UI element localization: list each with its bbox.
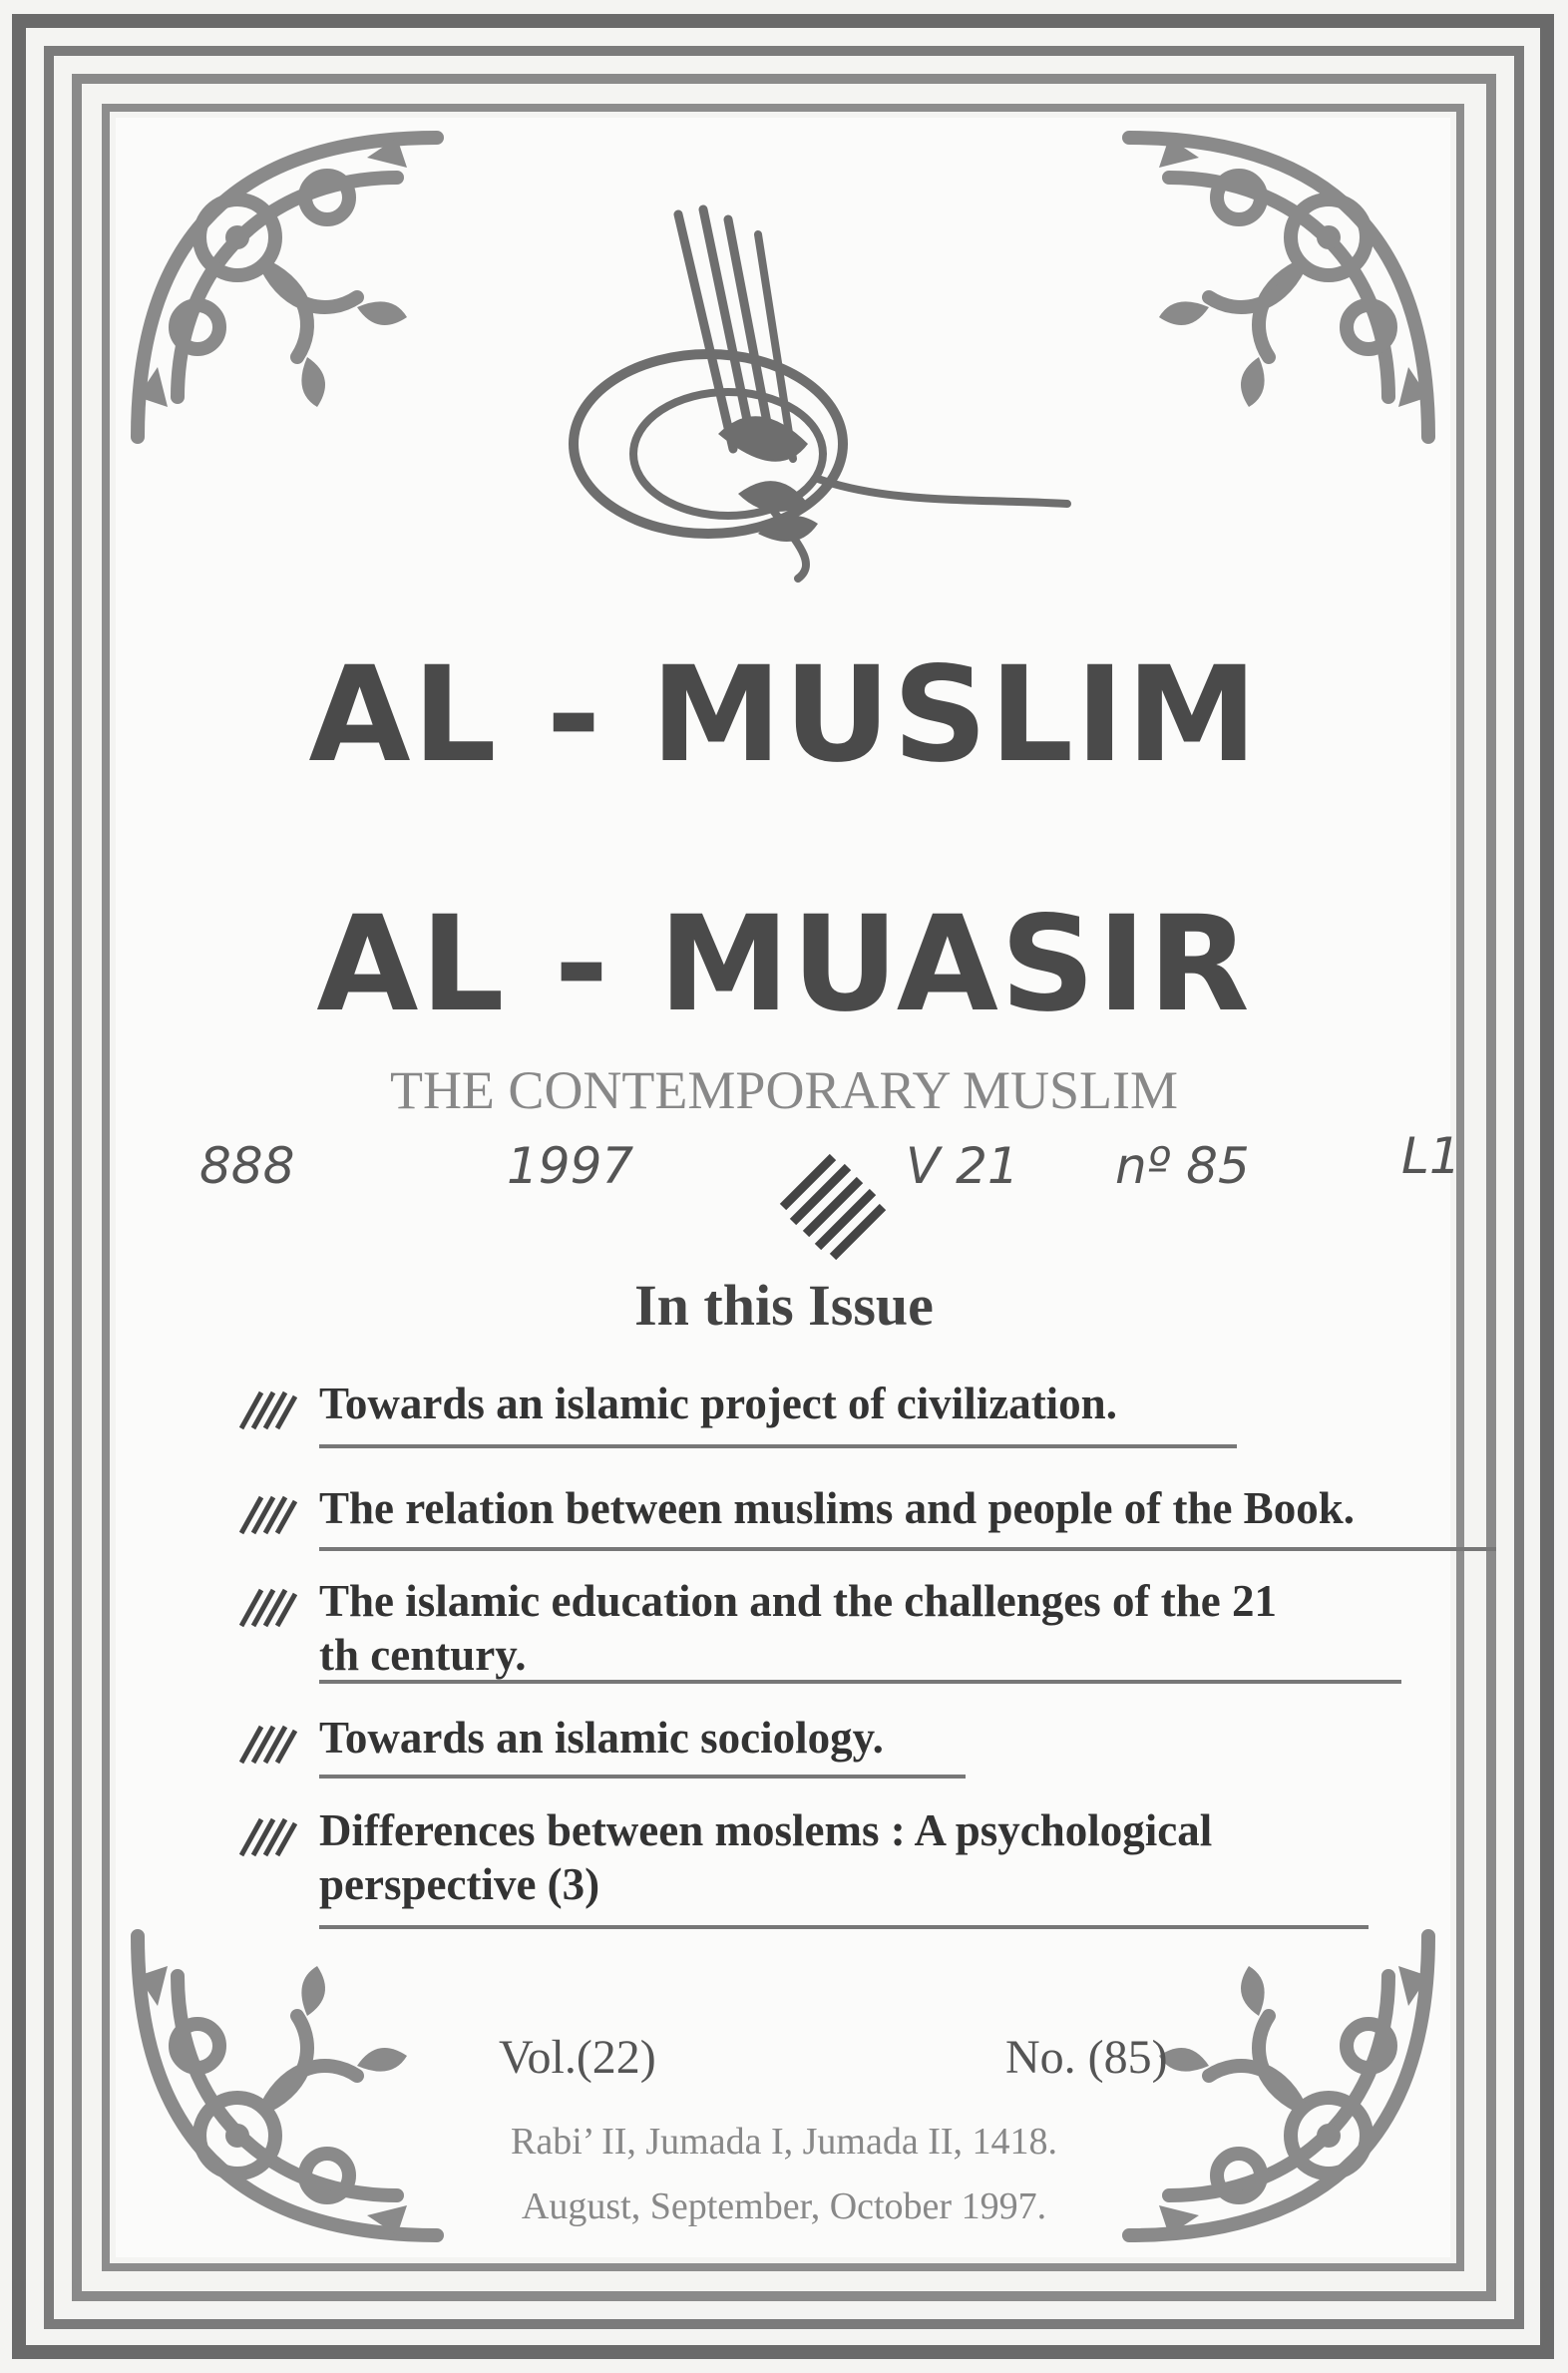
diagonal-stripes-icon [239,1817,297,1857]
volume-label: Vol.(22) [499,2031,656,2084]
article-title-cont: th century. [319,1630,527,1680]
article-title: The islamic education and the challenges of the 21 [319,1576,1278,1626]
floral-ornament-icon [118,118,457,457]
magazine-subtitle: THE CONTEMPORARY MUSLIM [389,1060,1179,1120]
gregorian-date: August, September, October 1997. [521,2185,1047,2227]
issue-number-label: No. (85) [1005,2031,1168,2084]
diagonal-stripes-icon [239,1588,297,1628]
tughra-icon [559,204,1077,589]
article-title: Differences between moslems : A psychological [319,1805,1213,1855]
handwritten-volume: V 21 [906,1137,1019,1195]
handwritten-number: nº 85 [1115,1137,1250,1195]
divider [319,1547,1496,1551]
divider [319,1680,1401,1684]
diagonal-stripes-icon [778,1152,888,1262]
divider [319,1925,1369,1929]
divider [319,1444,1237,1448]
article-title: The relation between muslims and people of the Book. [319,1483,1355,1533]
diagonal-stripes-icon [239,1725,297,1765]
handwritten-note: 888 [199,1137,295,1195]
handwritten-year: 1997 [507,1137,634,1195]
magazine-title-line2: AL - MUASIR [316,888,1252,1041]
handwritten-code: L1 [1401,1127,1461,1185]
floral-ornament-icon [1109,118,1448,457]
diagonal-stripes-icon [239,1390,297,1430]
article-title: Towards an islamic sociology. [319,1713,884,1763]
magazine-title-line1: AL - MUSLIM [308,638,1260,792]
article-title: Towards an islamic project of civilization. [319,1379,1117,1428]
article-title-cont: perspective (3) [319,1859,600,1909]
hijri-date: Rabi’ II, Jumada I, Jumada II, 1418. [510,2121,1058,2163]
diagonal-stripes-icon [239,1495,297,1535]
issue-heading: In this Issue [634,1273,934,1338]
divider [319,1775,966,1779]
